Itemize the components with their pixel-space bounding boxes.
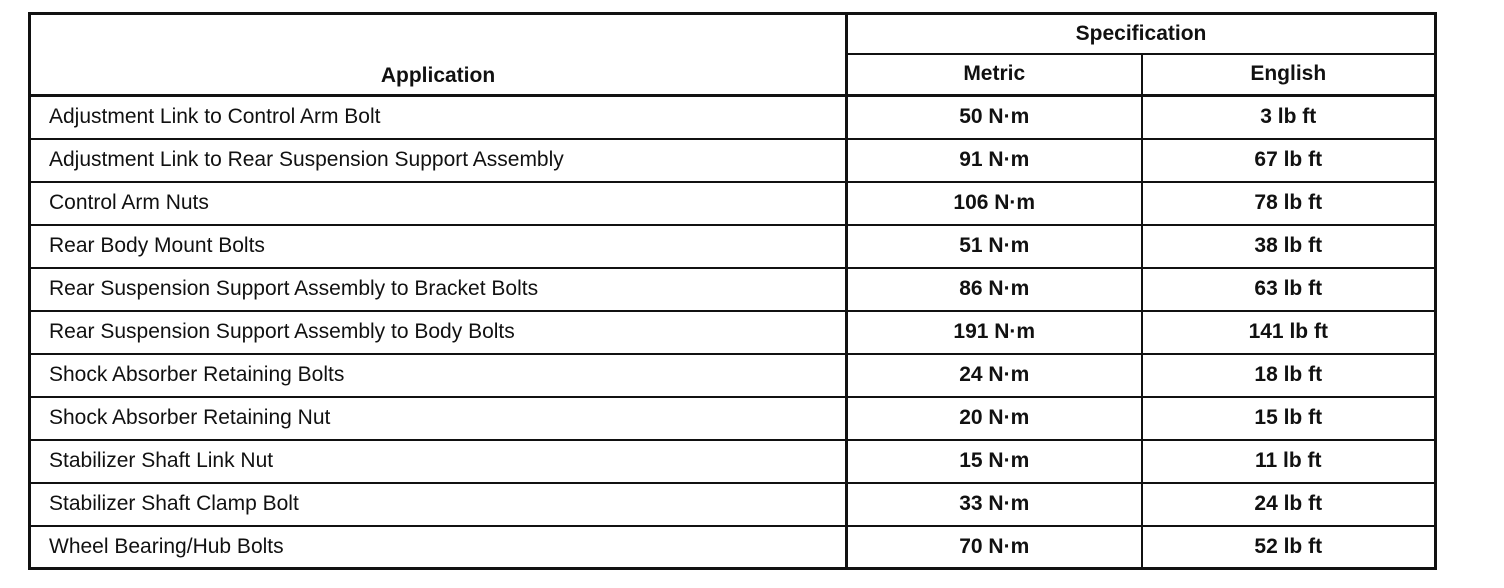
cell-metric: 91 N·m <box>847 139 1142 182</box>
cell-application: Control Arm Nuts <box>30 182 847 225</box>
cell-metric: 33 N·m <box>847 483 1142 526</box>
cell-metric: 86 N·m <box>847 268 1142 311</box>
cell-english: 11 lb ft <box>1142 440 1436 483</box>
table-row <box>30 526 1436 569</box>
cell-english: 67 lb ft <box>1142 139 1436 182</box>
cell-english: 78 lb ft <box>1142 182 1436 225</box>
table-row <box>30 96 1436 139</box>
cell-metric: 15 N·m <box>847 440 1142 483</box>
table-body <box>30 96 1436 569</box>
header-application: Application <box>30 14 847 96</box>
table-row <box>30 311 1436 354</box>
cell-metric: 24 N·m <box>847 354 1142 397</box>
table-row <box>30 268 1436 311</box>
table-row <box>30 397 1436 440</box>
header-metric: Metric <box>847 54 1142 96</box>
cell-metric: 50 N·m <box>847 96 1142 139</box>
cell-application: Rear Body Mount Bolts <box>30 225 847 268</box>
cell-metric: 51 N·m <box>847 225 1142 268</box>
cell-application: Wheel Bearing/Hub Bolts <box>30 526 847 569</box>
table-row <box>30 225 1436 268</box>
header-specification: Specification <box>847 14 1436 54</box>
cell-application: Adjustment Link to Control Arm Bolt <box>30 96 847 139</box>
cell-metric: 20 N·m <box>847 397 1142 440</box>
cell-application: Rear Suspension Support Assembly to Body Bolts <box>30 311 847 354</box>
torque-spec-table <box>28 12 1437 570</box>
cell-metric: 70 N·m <box>847 526 1142 569</box>
cell-application: Shock Absorber Retaining Nut <box>30 397 847 440</box>
cell-application: Stabilizer Shaft Link Nut <box>30 440 847 483</box>
cell-application: Shock Absorber Retaining Bolts <box>30 354 847 397</box>
cell-english: 24 lb ft <box>1142 483 1436 526</box>
cell-application: Adjustment Link to Rear Suspension Support Assembly <box>30 139 847 182</box>
table-row <box>30 139 1436 182</box>
cell-metric: 191 N·m <box>847 311 1142 354</box>
cell-application: Rear Suspension Support Assembly to Bracket Bolts <box>30 268 847 311</box>
cell-english: 15 lb ft <box>1142 397 1436 440</box>
cell-english: 38 lb ft <box>1142 225 1436 268</box>
table-row <box>30 354 1436 397</box>
table-row <box>30 483 1436 526</box>
header-english: English <box>1142 54 1436 96</box>
cell-application: Stabilizer Shaft Clamp Bolt <box>30 483 847 526</box>
table-row <box>30 182 1436 225</box>
table-header <box>30 14 1436 96</box>
cell-english: 63 lb ft <box>1142 268 1436 311</box>
cell-english: 52 lb ft <box>1142 526 1436 569</box>
cell-metric: 106 N·m <box>847 182 1142 225</box>
cell-english: 3 lb ft <box>1142 96 1436 139</box>
cell-english: 18 lb ft <box>1142 354 1436 397</box>
cell-english: 141 lb ft <box>1142 311 1436 354</box>
header-row-top <box>30 14 1436 54</box>
table-row <box>30 440 1436 483</box>
